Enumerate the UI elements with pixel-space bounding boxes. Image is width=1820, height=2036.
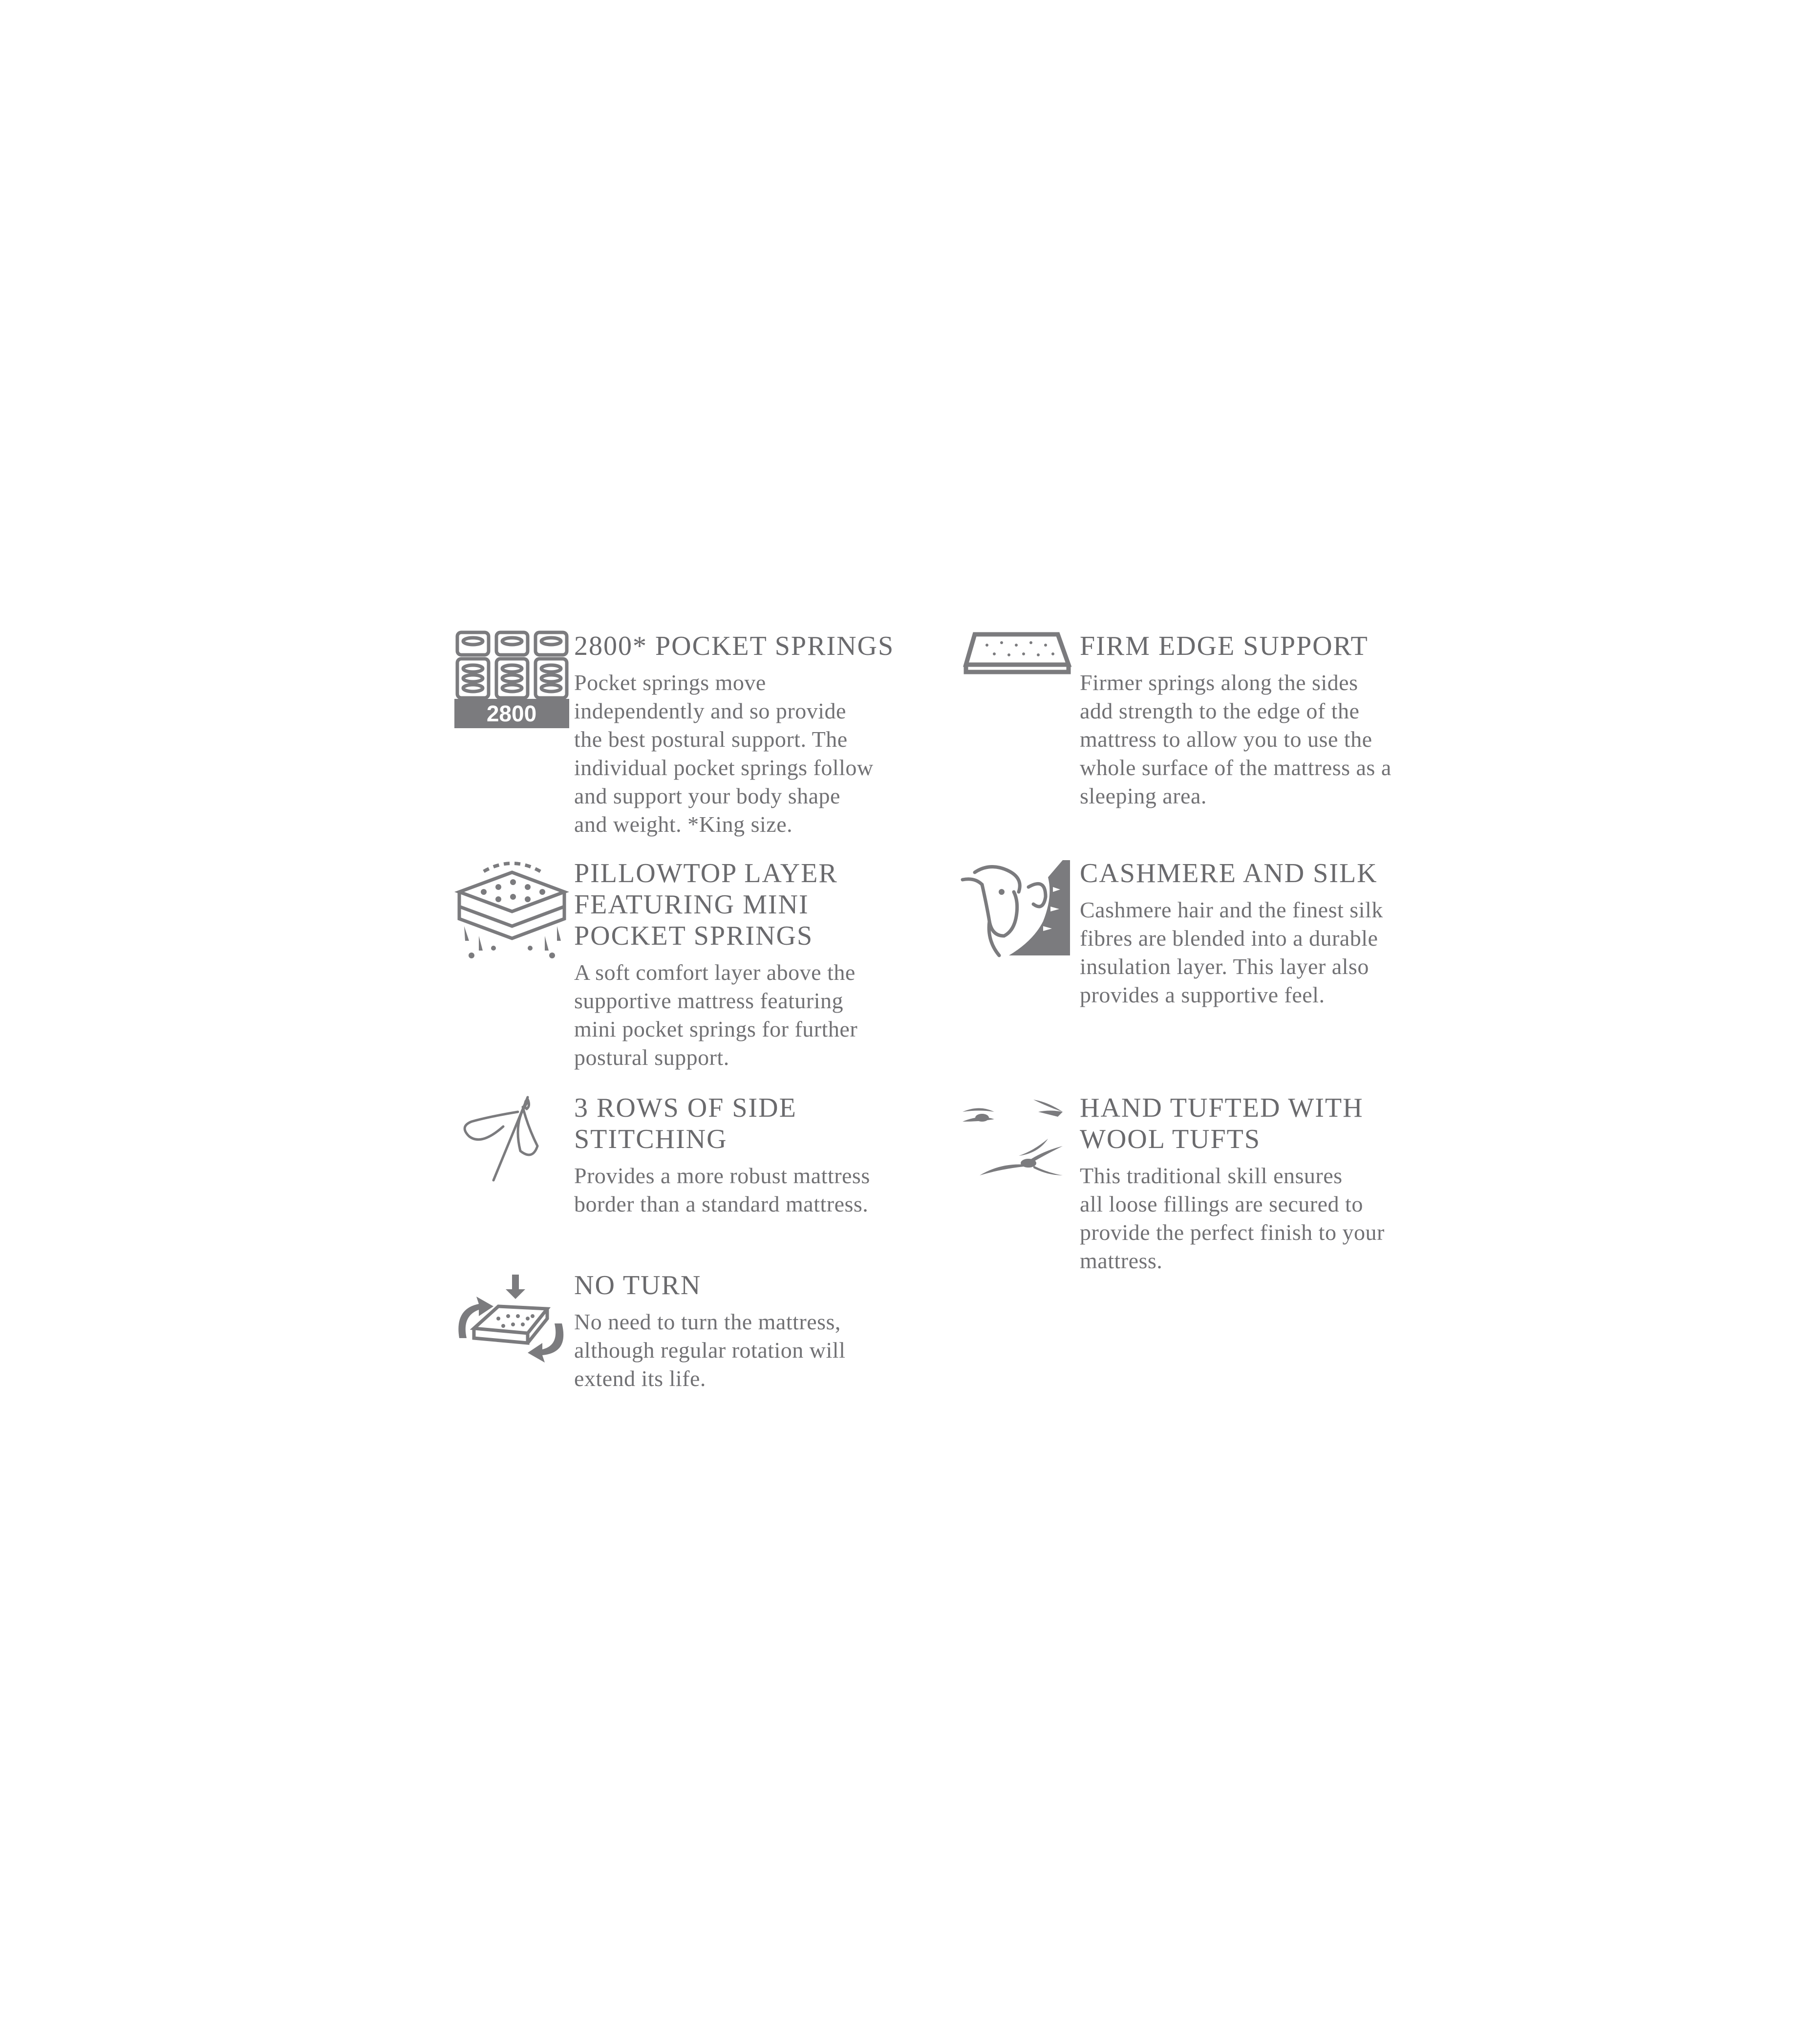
cashmere-description: Cashmere hair and the finest silk fibres are blended into a durable insulation layer. This layer also provides a supportive feel. [1080,897,1383,1007]
rotate-mattress-icon [454,1270,569,1372]
pillowtop-title: PILLOWTOP LAYER FEATURING MINI POCKET SPRINGS [574,858,838,951]
pillowtop-description: A soft comfort layer above the supportive mattress featuring mini pocket springs for further postural support. [574,960,858,1070]
cashmere-title: CASHMERE AND SILK [1080,858,1378,888]
no-turn-title: NO TURN [574,1270,702,1300]
firm-edge-description: Firmer springs along the sides add strength to the edge of the mattress to allow you to use the whole surface of the mattress as a sleeping area. [1080,670,1392,808]
hand-tufted-description: This traditional skill ensures all loose fillings are secured to provide the perfect finish to your mattress. [1080,1163,1385,1273]
hand-tufted-title: HAND TUFTED WITH WOOL TUFTS [1080,1093,1364,1154]
firm-edge-title: FIRM EDGE SUPPORT [1080,631,1369,661]
spring-count-badge: 2800 [486,701,537,726]
needle-thread-icon [454,1092,569,1195]
firm-edge-icon [960,630,1075,733]
pillowtop-icon [454,858,569,960]
pocket-springs-title: 2800* POCKET SPRINGS [574,631,895,661]
no-turn-description: No need to turn the mattress, although regular rotation will extend its life. [574,1309,846,1391]
goat-icon [960,858,1075,960]
pocket-springs-icon [454,630,569,733]
pocket-springs-description: Pocket springs move independently and so provide the best postural support. The individual pocket springs follow and support your body shape and weight. *King size. [574,670,874,837]
side-stitching-title: 3 ROWS OF SIDE STITCHING [574,1093,797,1154]
side-stitching-description: Provides a more robust mattress border than a standard mattress. [574,1163,870,1216]
wool-tufts-icon [960,1092,1075,1195]
